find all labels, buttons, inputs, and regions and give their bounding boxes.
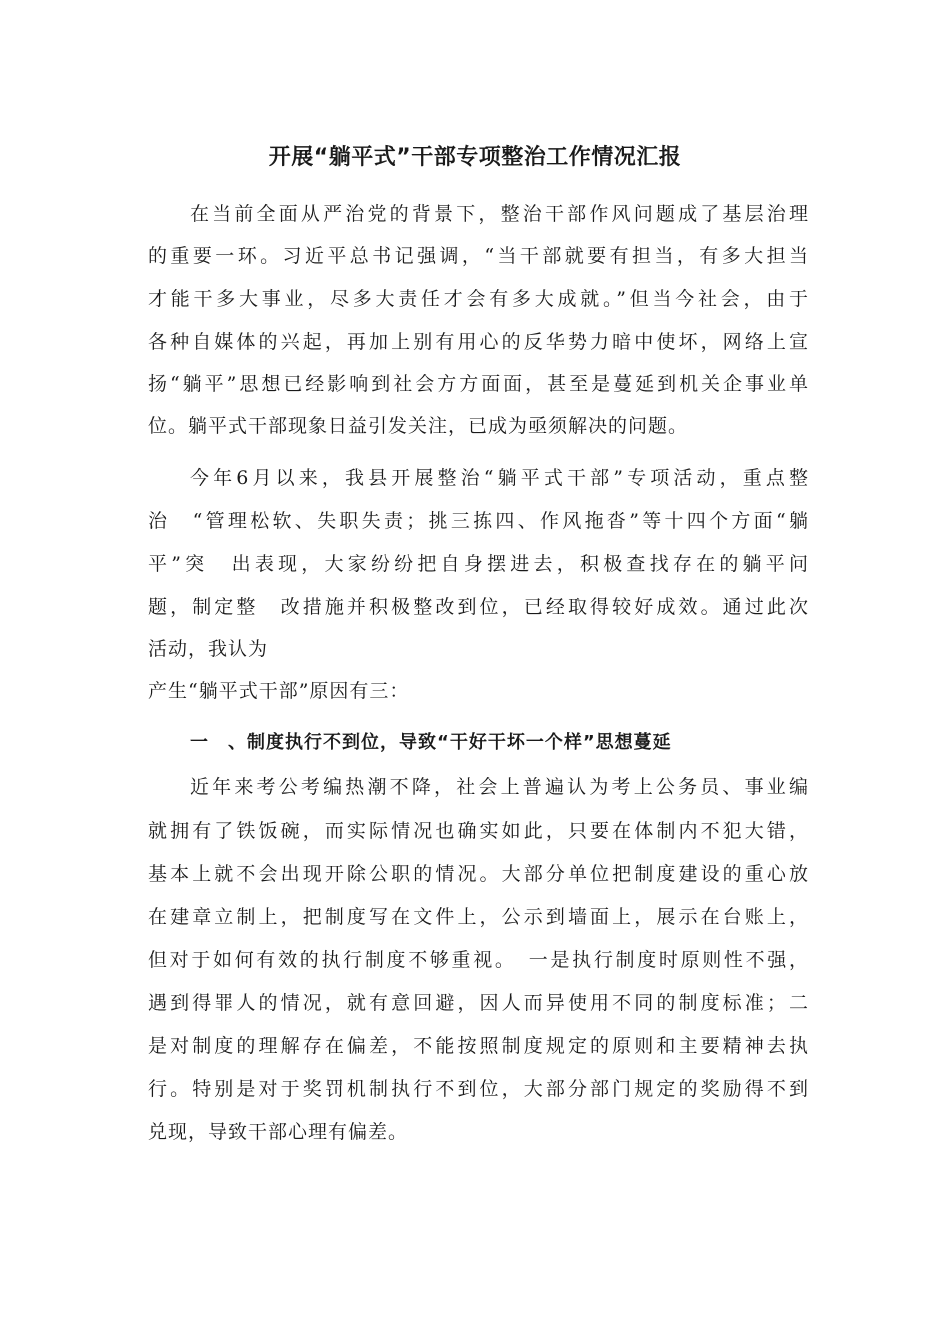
paragraph-3-line-9: 兑现，导致干部心理有偏差。	[148, 1121, 409, 1143]
section-heading-1: 一 、制度执行不到位，导致“干好干坏一个样”思想蔓延	[190, 732, 672, 753]
paragraph-1-line-1: 在当前全面从严治党的背景下，整治干部作风问题成了基层治理	[190, 203, 808, 225]
paragraph-2-line-3: 平”突 出表现，大家纷纷把自身摆进去，积极查找存在的躺平问	[148, 553, 808, 575]
paragraph-2-line-1: 今年6月以来，我县开展整治“躺平式干部”专项活动，重点整	[190, 467, 808, 489]
paragraph-1-line-2: 的重要一环。习近平总书记强调，“当干部就要有担当，有多大担当	[148, 245, 808, 267]
paragraph-3-line-2: 就拥有了铁饭碗，而实际情况也确实如此，只要在体制内不犯大错，	[148, 820, 808, 842]
paragraph-1-line-6: 位。躺平式干部现象日益引发关注，已成为亟须解决的问题。	[148, 415, 689, 437]
document-title: 开展“躺平式”干部专项整治工作情况汇报	[268, 145, 682, 170]
paragraph-3-line-4: 在建章立制上，把制度写在文件上，公示到墙面上，展示在台账上，	[148, 906, 808, 928]
paragraph-2-line-6: 产生“躺平式干部”原因有三：	[148, 680, 410, 702]
paragraph-1-line-3: 才能干多大事业，尽多大责任才会有多大成就。”但当今社会，由于	[148, 288, 808, 310]
paragraph-3-line-8: 行。特别是对于奖罚机制执行不到位，大部分部门规定的奖励得不到	[148, 1078, 808, 1100]
paragraph-3-line-5: 但对于如何有效的执行制度不够重视。 一是执行制度时原则性不强，	[148, 949, 808, 971]
paragraph-1-line-5: 扬“躺平”思想已经影响到社会方方面面，甚至是蔓延到机关企事业单	[148, 373, 808, 395]
paragraph-3-line-3: 基本上就不会出现开除公职的情况。大部分单位把制度建设的重心放	[148, 863, 808, 885]
paragraph-3-line-1: 近年来考公考编热潮不降，社会上普遍认为考上公务员、事业编	[190, 776, 808, 798]
paragraph-1-line-4: 各种自媒体的兴起，再加上别有用心的反华势力暗中使坏，网络上宣	[148, 331, 808, 353]
paragraph-3-line-6: 遇到得罪人的情况，就有意回避，因人而异使用不同的制度标准；二	[148, 992, 808, 1014]
paragraph-2-line-5: 活动，我认为	[148, 638, 269, 660]
paragraph-2-line-4: 题，制定整 改措施并积极整改到位，已经取得较好成效。通过此次	[148, 596, 808, 618]
paragraph-3-line-7: 是对制度的理解存在偏差，不能按照制度规定的原则和主要精神去执	[148, 1035, 808, 1057]
paragraph-2-line-2: 治 “管理松软、失职失责；挑三拣四、作风拖沓”等十四个方面“躺	[148, 510, 808, 532]
